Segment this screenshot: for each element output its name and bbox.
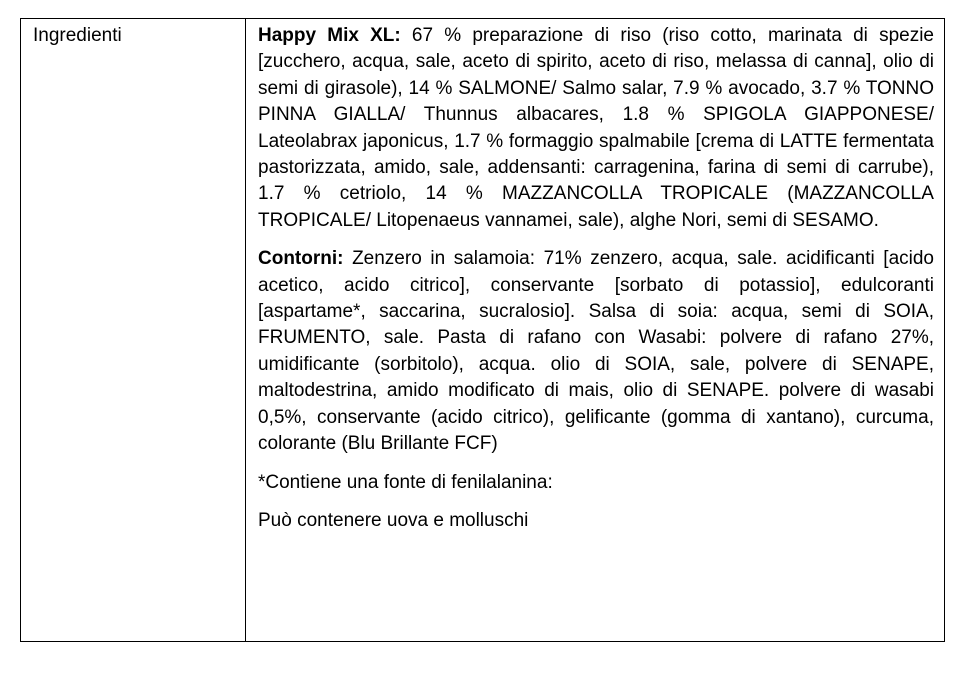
allergen-note: Può contenere uova e molluschi (258, 509, 529, 531)
ingredients-label: Ingredienti (33, 25, 122, 46)
content-cell (246, 19, 945, 642)
ingredients-table (20, 18, 945, 642)
phenylalanine-note: *Contiene una fonte di fenilalanina: (258, 471, 553, 493)
contorni-paragraph (258, 246, 934, 457)
table-row (21, 19, 945, 642)
label-cell (21, 19, 246, 642)
happy-mix-paragraph (258, 23, 934, 234)
happy-mix-text: 67 % preparazione di riso (riso cotto, marinata di spezie [zucchero, acqua, sale, aceto di spirito, aceto di riso, melassa di canna], olio di semi di girasole), 14 % SALMONE/ Salmo salar, 7.9 % avocado, 3.7 % TONNO PINNA GIALLA/ Thunnus albacares, 1.8 % SPIGOLA GIAPPONESE/ Lateolabrax japonicus, 1.7 % formaggio spalmabile [crema di LATTE fermentata pastorizzata, amido, sale, addensanti: carragenina, farina di semi di carrube), 1.7 % cetriolo, 14 % MAZZANCOLLA TROPICALE (MAZZANCOLLA TROPICALE/ Litopenaeus vannamei, sale), alghe Nori, semi di SESAMO. (258, 25, 934, 231)
ingredients-content (246, 19, 944, 534)
happy-mix-title: Happy Mix XL: (258, 25, 401, 46)
contorni-title: Contorni: (258, 248, 344, 270)
contorni-text: Zenzero in salamoia: 71% zenzero, acqua, sale. acidificanti [acido acetico, acido citrico], conservante [sorbato di potassio], edulcoranti [aspartame*, saccarina, sucralosio]. Salsa di soia: acqua, semi di SOIA, FRUMENTO, sale. Pasta di rafano con Wasabi: polvere di rafano 27%, umidificante (sorbitolo), acqua. olio di SOIA, sale, polvere di SENAPE, maltodestrina, amido modificato di mais, olio di SENAPE. polvere di wasabi 0,5%, conservante (acido citrico), gelificante (gomma di xantano), curcuma, colorante (Blu Brillante FCF) (258, 248, 934, 455)
